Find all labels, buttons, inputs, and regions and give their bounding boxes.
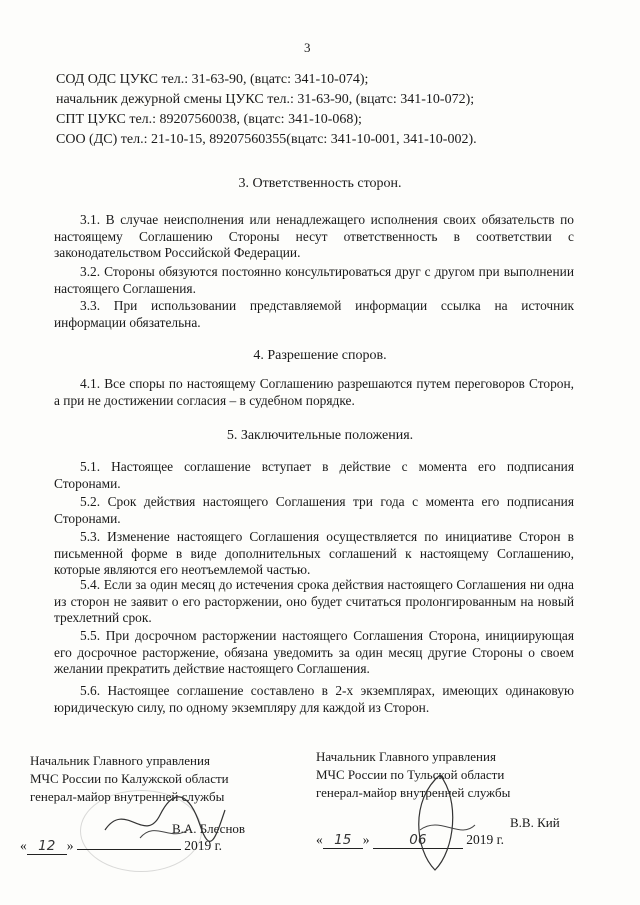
section-5-title: 5. Заключительные положения. (226, 428, 414, 443)
contacts-block (56, 70, 477, 150)
right-signature-scribble (390, 770, 490, 880)
paragraph-5-6: 5.6. Настоящее соглашение составлено в 2-х экземплярах, имеющих одинаковую юридическую силу, по одному экземпляру для каждой из Сторон. (54, 683, 574, 715)
paragraph-3-2: 3.2. Стороны обязуются постоянно консультироваться друг с другом при выполнении настоящего Соглашения. (54, 264, 574, 296)
page-number: 3 (304, 40, 311, 55)
left-signatory-line1: Начальник Главного управления (30, 753, 210, 768)
left-signature-scribble (100, 790, 230, 850)
section-3-title: 3. Ответственность сторон. (238, 176, 402, 191)
right-date-year: 2019 г. (466, 832, 505, 847)
left-signature-date: « 12 » 2019 г. (20, 838, 223, 854)
paragraph-4-1: 4.1. Все споры по настоящему Соглашению разрешаются путем переговоров Сторон, а при не достижении согласия – в судебном порядке. (54, 376, 574, 408)
right-signature-date: « 15 » 06 2019 г. (316, 832, 505, 848)
left-date-year: 2019 г. (184, 838, 223, 853)
contact-line: СОО (ДС) тел.: 21-10-15, 89207560355(вцатс: 341-10-001, 341-10-002). (56, 132, 477, 147)
right-date-day: 15 (323, 832, 363, 849)
paragraph-5-1: 5.1. Настоящее соглашение вступает в действие с момента его подписания Сторонами. (54, 459, 574, 491)
right-signatory-line1: Начальник Главного управления (316, 749, 496, 764)
right-date-month: 06 (373, 832, 463, 849)
left-signatory-name: В.А. Блеснов (172, 821, 246, 836)
contact-line: начальник дежурной смены ЦУКС тел.: 31-63-90, (вцатс: 341-10-072); (56, 92, 475, 107)
paragraph-5-3: 5.3. Изменение настоящего Соглашения осуществляется по инициативе Сторон в письменной форме в виде дополнительных соглашений к настоящему Соглашению, которые являются его неотъемлемой частью. (54, 529, 574, 577)
left-date-day: 12 (27, 838, 67, 855)
right-signatory-name: В.В. Кий (510, 815, 560, 830)
right-signatory-line2: МЧС России по Тульской области (316, 767, 505, 782)
paragraph-5-2: 5.2. Срок действия настоящего Соглашения три года с момента его подписания Сторонами. (54, 494, 574, 526)
paragraph-5-4: 5.4. Если за один месяц до истечения срока действия настоящего Соглашения ни одна из сторон не заявит о его расторжении, оно будет считаться пролонгированным на новый трехлетний срок. (54, 577, 574, 625)
paragraph-3-3: 3.3. При использовании представляемой информации ссылка на источник информации обязательна. (54, 298, 574, 330)
paragraph-5-5: 5.5. При досрочном расторжении настоящего Соглашения Сторона, инициирующая его досрочное расторжение, обязана уведомить за один месяц другие Стороны о своем желании прекратить действие настоящего Соглашения. (54, 628, 574, 676)
contact-line: СПТ ЦУКС тел.: 89207560038, (вцатс: 341-10-068); (56, 112, 362, 127)
left-signatory-line3: генерал-майор внутренней службы (30, 789, 225, 804)
left-signatory-line2: МЧС России по Калужской области (30, 771, 229, 786)
section-4-title: 4. Разрешение споров. (253, 348, 387, 363)
contact-line: СОД ОДС ЦУКС тел.: 31-63-90, (вцатс: 341-10-074); (56, 72, 369, 87)
paragraph-3-1: 3.1. В случае неисполнения или ненадлежащего исполнения своих обязательств по настоящему Соглашению Стороны несут ответственность в соответствии с законодательством Российской Федерации. (54, 212, 574, 260)
right-signatory-line3: генерал-майор внутренней службы (316, 785, 511, 800)
